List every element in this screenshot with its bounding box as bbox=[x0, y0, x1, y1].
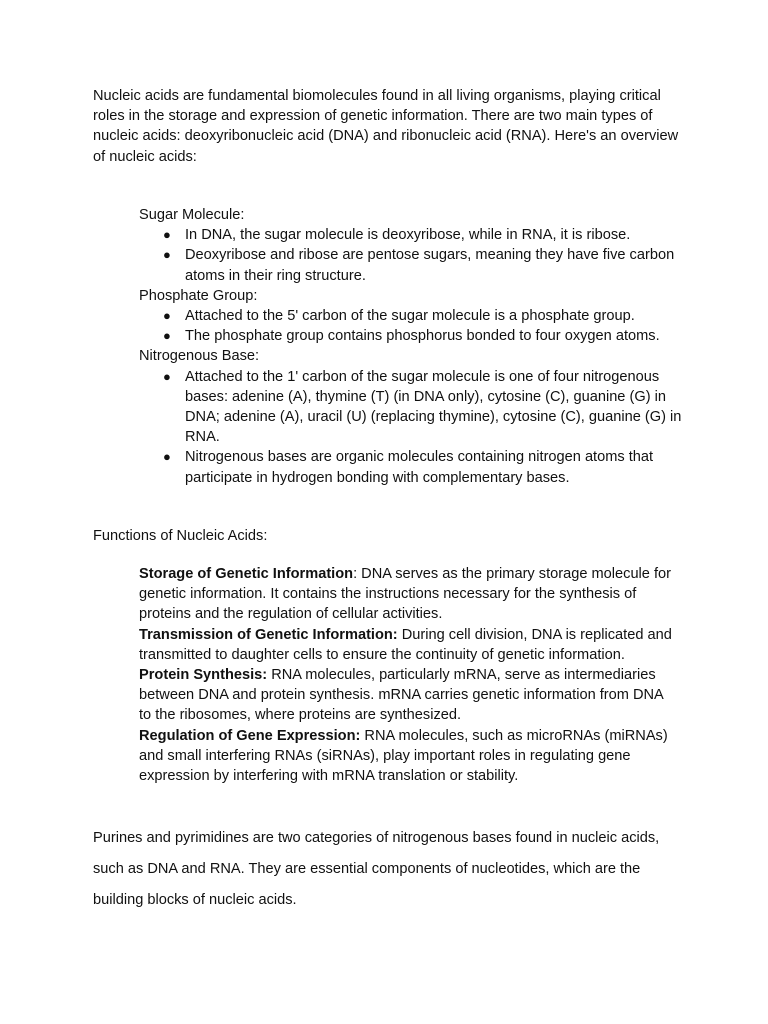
function-item bbox=[139, 665, 679, 726]
bullet-icon: ● bbox=[163, 247, 171, 263]
list-item-text: Nitrogenous bases are organic molecules containing nitrogen atoms that participate in hydrogen bonding with complementary bases. bbox=[185, 449, 654, 486]
bullet-icon: ● bbox=[163, 368, 171, 384]
section-sugar-molecule bbox=[139, 205, 684, 286]
function-term: Protein Synthesis: bbox=[139, 667, 268, 684]
function-term: Storage of Genetic Information bbox=[139, 566, 354, 582]
bullet-icon: ● bbox=[163, 328, 171, 344]
nucleotide-components bbox=[139, 205, 684, 488]
function-description: RNA molecules, particularly mRNA, serve as intermediaries between DNA and protein synthesis. mRNA carries genetic information from DNA to the ribosomes, where proteins are synthesized. bbox=[139, 667, 663, 724]
list-item bbox=[139, 225, 684, 245]
function-term: Regulation of Gene Expression: bbox=[139, 727, 361, 744]
section-title: Sugar Molecule: bbox=[139, 207, 245, 223]
list-item-text: In DNA, the sugar molecule is deoxyribose, while in RNA, it is ribose. bbox=[185, 227, 631, 244]
section-nitrogenous-base bbox=[139, 346, 684, 487]
intro-paragraph: Nucleic acids are fundamental biomolecules found in all living organisms, playing critical roles in the storage and expression of genetic information. There are two main types of nucleic acids: deoxyribonucleic acid (DNA) and ribonucleic acid (RNA). Here's an overview of nucleic acids: bbox=[93, 88, 679, 165]
list-item bbox=[139, 326, 684, 346]
bullet-list bbox=[139, 367, 684, 488]
function-term: Transmission of Genetic Information: bbox=[139, 626, 398, 643]
list-item-text: Attached to the 5' carbon of the sugar molecule is a phosphate group. bbox=[185, 308, 635, 325]
functions-heading: Functions of Nucleic Acids: bbox=[93, 528, 268, 544]
list-item bbox=[139, 367, 684, 448]
bullet-icon: ● bbox=[163, 227, 171, 243]
list-item-text: Deoxyribose and ribose are pentose sugars, meaning they have five carbon atoms in their ring structure. bbox=[185, 247, 675, 284]
functions-list bbox=[139, 564, 679, 786]
function-description: RNA molecules, such as microRNAs (miRNAs) and small interfering RNAs (siRNAs), play important roles in regulating gene expression by interfering with mRNA translation or stability. bbox=[139, 727, 668, 785]
bullet-list bbox=[139, 306, 684, 346]
bullet-icon: ● bbox=[163, 308, 171, 324]
section-title: Phosphate Group: bbox=[139, 287, 258, 304]
function-item bbox=[139, 726, 679, 787]
list-item bbox=[139, 245, 684, 285]
section-phosphate-group bbox=[139, 286, 684, 347]
bullet-icon: ● bbox=[163, 449, 171, 465]
function-item bbox=[139, 625, 679, 665]
function-item bbox=[139, 564, 679, 625]
purines-paragraph: Purines and pyrimidines are two categories of nitrogenous bases found in nucleic acids, such as DNA and RNA. They are essential components of nucleotides, which are the building blocks of nucleic acids. bbox=[93, 830, 660, 908]
list-item bbox=[139, 447, 684, 487]
list-item-text: Attached to the 1' carbon of the sugar molecule is one of four nitrogenous bases: adenine (A), thymine (T) (in DNA only), cytosine (C), guanine (G) in DNA; adenine (A), uracil (U) (replacing thymine), cytosine (C), guanine (G) in RNA. bbox=[185, 368, 682, 446]
function-description: : DNA serves as the primary storage molecule for genetic information. It contains the instructions necessary for the synthesis of proteins and the regulation of cellular activities. bbox=[139, 566, 672, 623]
list-item bbox=[139, 306, 684, 326]
section-title: Nitrogenous Base: bbox=[139, 348, 260, 365]
function-description: During cell division, DNA is replicated and transmitted to daughter cells to ensure the continuity of genetic information. bbox=[139, 626, 672, 663]
list-item-text: The phosphate group contains phosphorus bonded to four oxygen atoms. bbox=[185, 328, 660, 345]
bullet-list bbox=[139, 225, 684, 286]
